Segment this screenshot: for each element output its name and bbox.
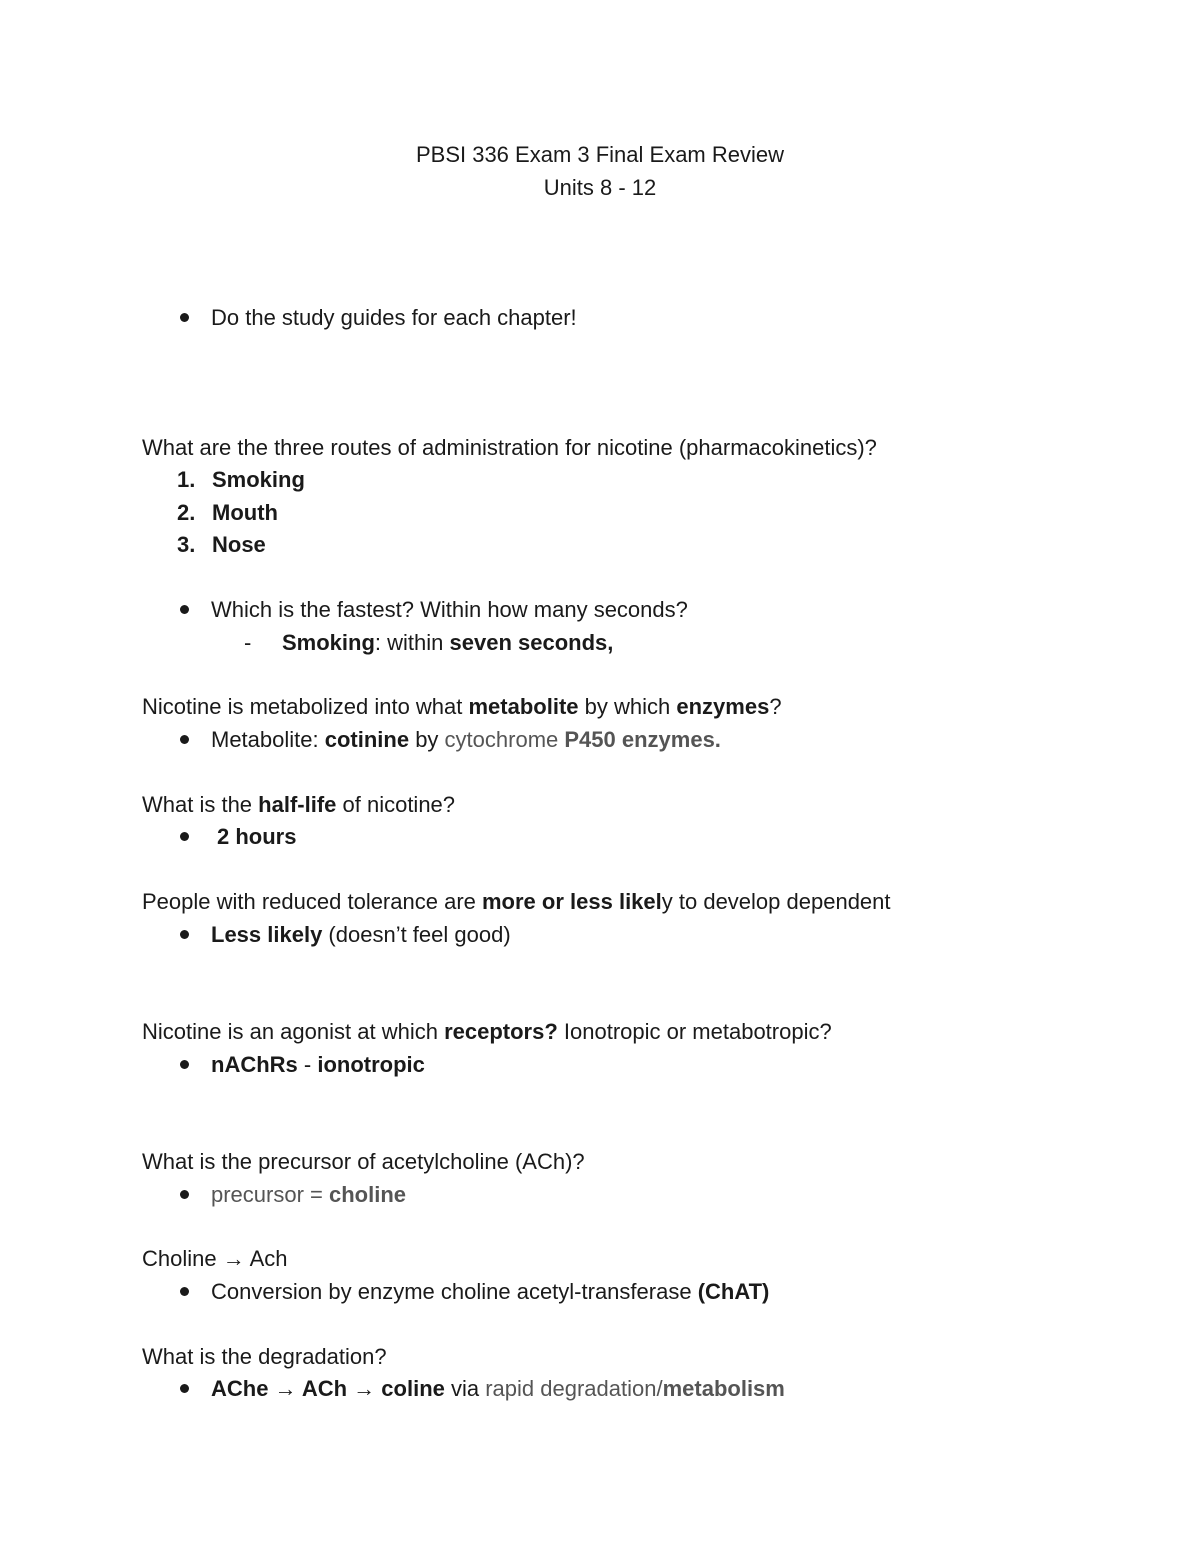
- bullet-icon: [180, 1190, 189, 1199]
- intro-bullet: [180, 303, 577, 333]
- bold-run: enzymes: [676, 694, 770, 719]
- question-degradation: What is the degradation?: [142, 1344, 387, 1369]
- text-run: People with reduced tolerance are: [142, 889, 482, 914]
- text-run: ?: [769, 694, 782, 719]
- fastest-question-text: Which is the fastest? Within how many seconds?: [211, 597, 688, 622]
- bold-run: ionotropic: [317, 1052, 425, 1077]
- choline-answer: [180, 1277, 769, 1307]
- list-number: 3.: [177, 532, 196, 557]
- question-precursor: What is the precursor of acetylcholine (ACh)?: [142, 1149, 585, 1174]
- question-tolerance: [142, 887, 891, 917]
- intro-text: Do the study guides for each chapter!: [211, 305, 577, 330]
- bold-run: metabolite: [468, 694, 579, 719]
- bullet-icon: [180, 1384, 189, 1393]
- list-number: 2.: [177, 500, 196, 525]
- bullet-icon: [180, 1287, 189, 1296]
- question-half-life: [142, 790, 455, 820]
- text-run: Metabolite:: [211, 727, 325, 752]
- question-routes: What are the three routes of administration for nicotine (pharmacokinetics)?: [142, 435, 877, 460]
- text-run: Nicotine is metabolized into what: [142, 694, 469, 719]
- answer-text: : within: [374, 630, 450, 655]
- text-run: y to develop dependent: [661, 889, 891, 914]
- question-metabolite: [142, 692, 782, 722]
- grey-run: rapid degradation/: [485, 1376, 663, 1401]
- bullet-icon: [180, 832, 189, 841]
- grey-run: cytochrome: [444, 727, 565, 752]
- precursor-answer: [180, 1180, 406, 1210]
- bold-run: cotinine: [324, 727, 410, 752]
- route-text: Nose: [212, 532, 266, 557]
- text-run: by: [409, 727, 445, 752]
- text-run: (doesn’t feel good): [322, 922, 511, 947]
- bold-run: Less likely: [211, 922, 323, 947]
- bold-run: 2 hours: [217, 824, 297, 849]
- bullet-icon: [180, 313, 189, 322]
- text-run: via: [444, 1376, 486, 1401]
- half-life-answer: [180, 822, 296, 852]
- text-run: Nicotine is an agonist at which: [142, 1019, 445, 1044]
- bold-run: AChe → ACh → coline: [211, 1376, 445, 1401]
- bold-run: receptors?: [444, 1019, 558, 1044]
- bullet-icon: [180, 1060, 189, 1069]
- grey-run: precursor =: [211, 1182, 329, 1207]
- text-run: of nicotine?: [336, 792, 456, 817]
- bold-run: more or less likel: [482, 889, 662, 914]
- degradation-answer: [180, 1374, 785, 1404]
- text-run: by which: [578, 694, 677, 719]
- grey-bold-run: P450 enzymes.: [564, 727, 721, 752]
- grey-bold-run: metabolism: [662, 1376, 785, 1401]
- text-run: -: [297, 1052, 318, 1077]
- bullet-icon: [180, 930, 189, 939]
- list-number: 1.: [177, 467, 196, 492]
- answer-bold: seven seconds,: [449, 630, 614, 655]
- route-item: [177, 498, 278, 528]
- choline-heading: Choline → Ach: [142, 1246, 288, 1271]
- text-run: What is the: [142, 792, 259, 817]
- document-subtitle: Units 8 - 12: [543, 175, 657, 200]
- bullet-icon: [180, 735, 189, 744]
- receptors-answer: [180, 1050, 425, 1080]
- bold-run: nAChRs: [211, 1052, 298, 1077]
- route-text: Mouth: [212, 500, 278, 525]
- route-item: [177, 530, 266, 560]
- route-text: Smoking: [212, 467, 305, 492]
- answer-bold: Smoking: [282, 630, 375, 655]
- question-receptors: [142, 1017, 832, 1047]
- text-run: Conversion by enzyme choline acetyl-transferase: [211, 1279, 698, 1304]
- metabolite-answer: [180, 725, 721, 755]
- dash-marker: -: [244, 630, 252, 655]
- tolerance-answer: [180, 920, 511, 950]
- fastest-answer: [244, 628, 613, 658]
- grey-bold-run: choline: [329, 1182, 407, 1207]
- route-item: [177, 465, 305, 495]
- bold-run: (ChAT): [697, 1279, 770, 1304]
- document-title: PBSI 336 Exam 3 Final Exam Review: [415, 142, 785, 167]
- bullet-icon: [180, 605, 189, 614]
- bold-run: half-life: [258, 792, 337, 817]
- text-run: Ionotropic or metabotropic?: [557, 1019, 832, 1044]
- fastest-question: [180, 595, 688, 625]
